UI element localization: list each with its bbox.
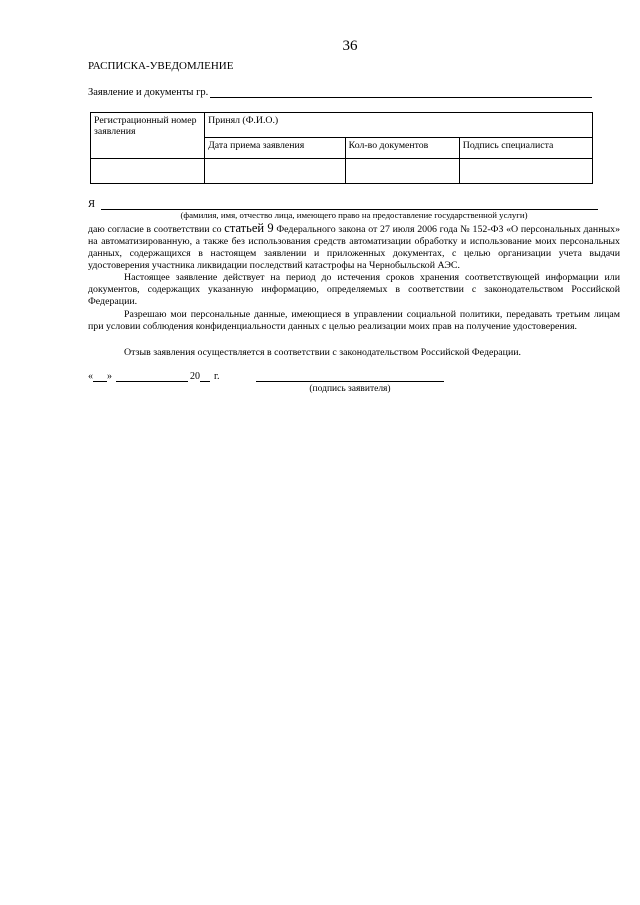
year-prefix: 20 [190, 371, 200, 382]
month-blank [116, 372, 188, 382]
page-number: 36 [342, 38, 358, 54]
specialist-signature-cell [459, 159, 592, 184]
doc-count-cell [345, 159, 459, 184]
registration-table [90, 112, 593, 184]
consent-text-rest: Федерального закона от 27 июля 2006 года № 152-ФЗ «О персональных данных» на автоматизированную, а также без использования средств автоматизации обработку и использование моих персональных данных, содержащихся в настоящем заявлении и приложенных документах, с целью организации учета выдачи удостоверения участника ликвидации последствий катастрофы на Чернобыльской АЭС. [88, 224, 621, 272]
law-article-link: статьей 9 [224, 221, 274, 235]
name-hint: (фамилия, имя, отчество лица, имеющего право на предоставление государственной услуги) [180, 210, 528, 220]
consent-text-start: даю согласие в соответствии со [88, 224, 225, 235]
year-suffix: г. [214, 371, 220, 382]
document-title: РАСПИСКА-УВЕДОМЛЕНИЕ [88, 60, 234, 72]
applicant-blank [210, 88, 592, 98]
date-close-quote: » [107, 371, 112, 382]
revocation-paragraph: Отзыв заявления осуществляется в соответствии с законодательством Российской Федерации. [124, 347, 521, 358]
consent-paragraph [88, 222, 620, 272]
reg-number-header: Регистрационный номер заявления [91, 113, 205, 159]
validity-paragraph: Настоящее заявление действует на период до истечения сроков хранения соответствующей информации или документов, содержащих указанную информацию, определяемых в соответствии с законодательством Российской Федерации. [88, 272, 620, 308]
day-blank [93, 372, 107, 382]
applicant-label: Заявление и документы гр. [88, 87, 209, 98]
date-field [88, 371, 219, 382]
ya-label: Я [88, 199, 96, 210]
accepted-by-header: Принял (Ф.И.О.) [205, 113, 593, 138]
table-row [91, 159, 593, 184]
signature-caption: (подпись заявителя) [309, 384, 391, 394]
transfer-paragraph: Разрешаю мои персональные данные, имеющиеся в управлении социальной политики, передавать третьим лицам при условии соблюдения конфиденциальности данных с целью реализации моих прав на получение удостоверения. [88, 309, 620, 333]
year-blank [200, 372, 210, 382]
specialist-signature-header: Подпись специалиста [459, 138, 592, 159]
date-received-cell [205, 159, 346, 184]
date-open-quote: « [88, 371, 93, 382]
name-field [88, 199, 598, 210]
date-received-header: Дата приема заявления [205, 138, 346, 159]
reg-number-cell [91, 159, 205, 184]
signature-line [256, 381, 444, 382]
doc-count-header: Кол-во документов [345, 138, 459, 159]
name-blank [101, 201, 598, 210]
applicant-field [88, 87, 592, 98]
